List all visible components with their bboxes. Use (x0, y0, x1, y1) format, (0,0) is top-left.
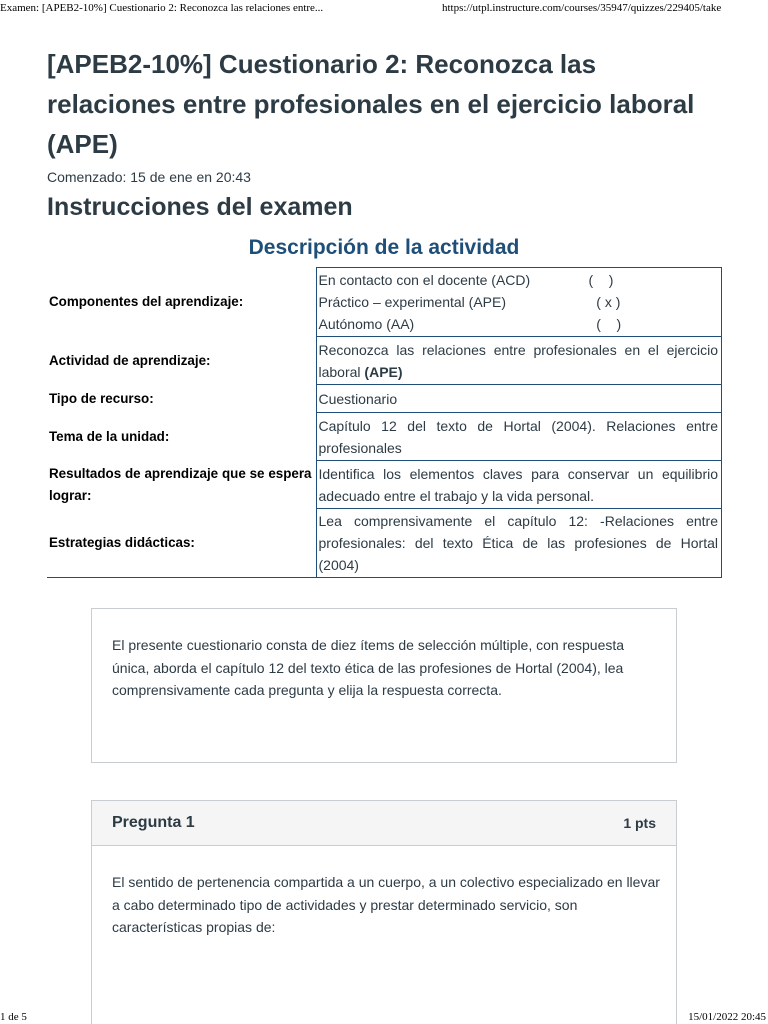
learning-activity-label: Actividad de aprendizaje: (49, 352, 211, 368)
component-line (319, 313, 719, 335)
print-page-title: Examen: [APEB2-10%] Cuestionario 2: Reconozca las relaciones entre... (0, 2, 324, 14)
strategies-label: Estrategias didácticas: (47, 509, 316, 578)
learning-results-value: Identifica los elementos claves para conservar un equilibrio adecuado entre el trabajo y la vida personal. (316, 461, 722, 509)
learning-activity-text: Reconozca las relaciones entre profesionales en el ejercicio laboral (318, 341, 718, 380)
table-row (47, 461, 722, 509)
components-label: Componentes del aprendizaje: (49, 294, 244, 309)
component-mark: ( ) (588, 272, 614, 288)
component-name: En contacto con el docente (ACD) (318, 272, 531, 288)
quiz-description-text: El presente cuestionario consta de diez ítems de selección múltiple, con respuesta única, aborda el capítulo 12 del texto ética de las profesiones de Hortal (2004), lea comprensivamente cada pregunta y elija la respuesta correcta. (112, 637, 625, 698)
question-text: El sentido de pertenencia compartida a un cuerpo, a un colectivo especializado en llevar a cabo determinado tipo de actividades y prestar determinado servicio, son características propias de: (112, 874, 660, 935)
resource-type-label: Tipo de recurso: (49, 390, 154, 406)
table-row (47, 509, 722, 578)
print-footer (0, 1011, 768, 1024)
unit-topic-value: Capítulo 12 del texto de Hortal (2004). Relaciones entre profesionales (316, 413, 722, 461)
activity-description-heading: Descripción de la actividad (248, 236, 520, 259)
table-row (47, 268, 722, 337)
table-row (47, 337, 722, 385)
print-url: https://utpl.instructure.com/courses/35947/quizzes/229405/take (442, 2, 722, 14)
component-mark: ( ) (588, 316, 622, 332)
component-name: Práctico – experimental (APE) (318, 294, 507, 310)
unit-topic-label: Tema de la unidad: (49, 428, 170, 444)
learning-activity-value (316, 337, 722, 385)
learning-results-label: Resultados de aprendizaje que se espera lograr: (49, 465, 312, 503)
question-points: 1 pts (623, 815, 656, 831)
table-row (47, 413, 722, 461)
question-header (92, 801, 676, 846)
question-card (91, 800, 677, 1024)
activity-table (47, 267, 722, 578)
resource-type-value: Cuestionario (316, 385, 722, 413)
table-row (47, 385, 722, 413)
print-page-number: 1 de 5 (0, 1011, 27, 1023)
component-mark: ( x ) (588, 294, 621, 310)
component-line (319, 291, 719, 313)
component-line (319, 269, 719, 291)
quiz-description-card (91, 608, 677, 763)
print-datetime: 15/01/2022 20:45 (688, 1011, 766, 1023)
quiz-started-time: Comenzado: 15 de ene en 20:43 (47, 169, 251, 185)
learning-activity-code: (APE) (364, 363, 403, 380)
question-name: Pregunta 1 (112, 814, 195, 831)
instructions-heading: Instrucciones del examen (47, 193, 353, 221)
component-name: Autónomo (AA) (318, 316, 415, 332)
print-header (0, 2, 768, 18)
components-cell (316, 268, 722, 337)
quiz-title: [APEB2-10%] Cuestionario 2: Reconozca las relaciones entre profesionales en el ejercicio laboral (APE) (47, 49, 695, 159)
strategies-value: Lea comprensivamente el capítulo 12: -Relaciones entre profesionales: del texto Ética de las profesiones de Hortal (2004) (316, 509, 722, 578)
